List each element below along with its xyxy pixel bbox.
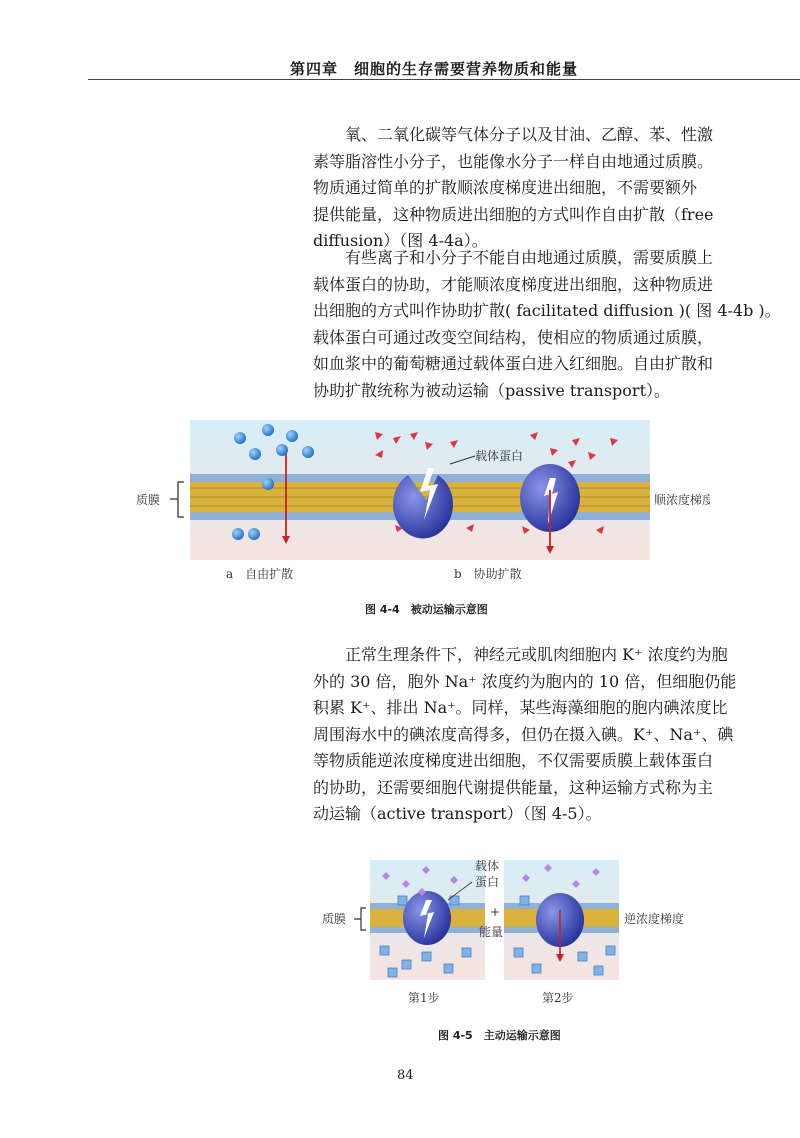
text-line: 载体蛋白可通过改变空间结构，使相应的物质通过质膜， [313,327,714,347]
carrier-label: 载体蛋白 [475,449,524,463]
text-line: 有些离子和小分子不能自由地通过质膜，需要质膜上 [345,248,714,267]
text-line: 出细胞的方式叫作协助扩散( facilitated diffusion )( 图 4-4b )。 [313,301,781,320]
text-line: 的协助，还需要细胞代谢提供能量，这种运输方式称为主 [313,777,714,797]
page-number: 84 [397,1068,414,1083]
text-line: 外的 30 倍，胞外 Na⁺ 浓度约为胞内的 10 倍，但细胞仍能 [313,671,737,691]
membrane-label: 质膜 [322,912,347,926]
text-line: 氧、二氧化碳等气体分子以及甘油、乙醇、苯、性激 [345,125,714,144]
figure-4-4-illustration [120,420,710,590]
header-rule [88,79,800,80]
figure-4-5-illustration [322,856,702,1016]
figure-4-4-caption: 图 4-4 被动运输示意图 [365,603,488,616]
chapter-title: 第四章 细胞的生存需要营养物质和能量 [290,60,579,78]
step1-label: 第1步 [408,991,440,1005]
energy-label: 能量 [479,925,504,939]
sublabel-b: b 协助扩散 [454,567,522,581]
plus-sign: + [490,905,501,919]
text-line: 协助扩散统称为被动运输（passive transport）。 [313,380,671,400]
text-line: 提供能量，这种物质进出细胞的方式叫作自由扩散（free [313,204,714,224]
paragraph-2 [313,245,781,404]
page-header [0,0,800,80]
text-line: 如血浆中的葡萄糖通过载体蛋白进入红细胞。自由扩散和 [313,354,714,373]
carrier-label-1: 载体 [475,859,500,873]
carrier-label-2: 蛋白 [475,875,500,889]
gradient-label: 顺浓度梯度 [654,493,710,507]
figure-4-5-caption: 图 4-5 主动运输示意图 [438,1029,561,1042]
text-line: 载体蛋白的协助，才能顺浓度梯度进出细胞，这种物质进 [313,274,714,294]
paragraph-3 [313,642,737,828]
paragraph-1 [313,122,723,255]
step2-label: 第2步 [542,991,574,1005]
gradient-label: 逆浓度梯度 [624,912,685,926]
text-line: diffusion）（图 4-4a）。 [313,231,488,250]
text-line: 正常生理条件下，神经元或肌肉细胞内 K⁺ 浓度约为胞 [345,645,728,664]
text-line: 物质通过简单的扩散顺浓度梯度进出细胞，不需要额外 [313,178,698,197]
membrane-label: 质膜 [136,493,161,507]
text-line: 等物质能逆浓度梯度进出细胞，不仅需要质膜上载体蛋白 [313,751,714,770]
carrier-protein-step1 [403,891,451,945]
text-line: 动运输（active transport）（图 4-5）。 [313,804,602,823]
text-line: 周围海水中的碘浓度高得多，但仍在摄入碘。K⁺、Na⁺、碘 [313,724,734,744]
text-line: 积累 K⁺、排出 Na⁺。同样，某些海藻细胞的胞内碘浓度比 [313,698,728,717]
text-line: 素等脂溶性小分子，也能像水分子一样自由地通过质膜。 [313,151,714,171]
figure-4-5 [322,856,702,1016]
sublabel-a: a 自由扩散 [226,567,294,581]
figure-4-4 [120,420,710,590]
